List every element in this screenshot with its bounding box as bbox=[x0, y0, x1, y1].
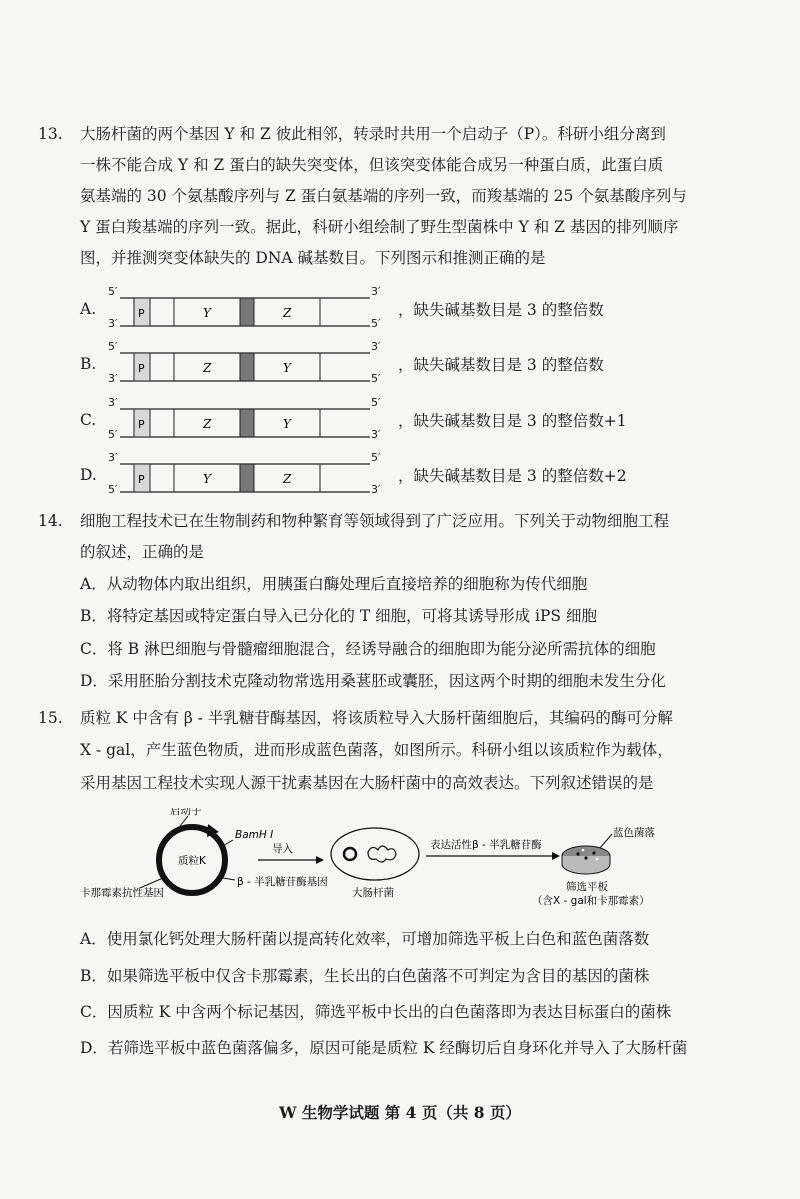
gene-map-row bbox=[120, 292, 380, 332]
express-arrow-head-icon bbox=[552, 852, 560, 860]
kan-gene-label: 卡那霉素抗性基因 bbox=[80, 887, 164, 899]
q13-line-4: Y 蛋白羧基端的序列一致。据此，科研小组绘制了野生型菌株中 Y 和 Z 基因的排列顺序 bbox=[80, 218, 679, 236]
blue-colony-label: 蓝色菌落 bbox=[613, 827, 655, 839]
q15-option-c: C．因质粒 K 中含两个标记基因，筛选平板中长出的白色菌落即为表达目标蛋白的菌株 bbox=[80, 1003, 672, 1021]
strand-end-top-right: 5′ bbox=[371, 451, 381, 464]
blue-colony-leader bbox=[600, 834, 612, 848]
q15-number: 15. bbox=[38, 709, 63, 727]
promoter-label: P bbox=[138, 362, 145, 375]
intergenic-box bbox=[240, 353, 254, 381]
q13-option-desc: ，缺失碱基数目是 3 的整倍数+2 bbox=[398, 467, 627, 485]
bamhi-label: BamH I bbox=[235, 829, 274, 841]
gene1-label: Y bbox=[203, 306, 211, 320]
q13-line-5: 图，并推测突变体缺失的 DNA 碱基数目。下列图示和推测正确的是 bbox=[80, 249, 546, 267]
strand-end-top-left: 3′ bbox=[108, 451, 118, 464]
gene-map-svg bbox=[120, 347, 380, 387]
plate-label: 筛选平板 bbox=[566, 881, 608, 893]
spacer-box bbox=[150, 353, 174, 381]
q13-line-2: 一株不能合成 Y 和 Z 蛋白的缺失突变体，但该突变体能合成另一种蛋白质，此蛋白质 bbox=[80, 156, 664, 174]
promoter-label: 启动子 bbox=[170, 808, 202, 817]
q14-option-a: A．从动物体内取出组织，用胰蛋白酶处理后直接培养的细胞称为传代细胞 bbox=[80, 575, 588, 593]
gene-map-row bbox=[120, 458, 380, 498]
strand-end-bottom-right: 5′ bbox=[371, 317, 381, 330]
spacer-box bbox=[150, 464, 174, 492]
q13-option-desc: ，缺失碱基数目是 3 的整倍数+1 bbox=[398, 412, 627, 430]
strand-end-top-left: 5′ bbox=[108, 340, 118, 353]
q13-option-label: A. bbox=[80, 300, 97, 318]
colony-dot bbox=[596, 858, 599, 861]
gene-map-svg bbox=[120, 292, 380, 332]
strand-end-top-right: 3′ bbox=[371, 285, 381, 298]
strand-end-bottom-left: 3′ bbox=[108, 372, 118, 385]
express-label: 表达活性β - 半乳糖苷酶 bbox=[430, 839, 542, 851]
strand-end-bottom-left: 3′ bbox=[108, 317, 118, 330]
plasmid-in-cell-icon bbox=[344, 848, 356, 860]
q13-option-label: B. bbox=[80, 355, 97, 373]
strand-end-top-right: 3′ bbox=[371, 340, 381, 353]
gene-map-row bbox=[120, 403, 380, 443]
gene1-label: Y bbox=[203, 472, 211, 486]
strand-end-top-left: 3′ bbox=[108, 396, 118, 409]
intergenic-box bbox=[240, 409, 254, 437]
gene1-label: Z bbox=[203, 417, 212, 431]
strand-end-bottom-left: 5′ bbox=[108, 483, 118, 496]
plasmid-transformation-diagram bbox=[80, 808, 740, 920]
q13-option-label: D. bbox=[80, 466, 97, 484]
import-arrow-head-icon bbox=[316, 856, 324, 864]
diagram-svg bbox=[80, 808, 740, 920]
q13-line-3: 氨基端的 30 个氨基酸序列与 Z 蛋白氨基端的序列一致，而羧基端的 25 个氨基酸序列与 bbox=[80, 187, 687, 205]
strand-end-top-left: 5′ bbox=[108, 285, 118, 298]
bacteria-label: 大肠杆菌 bbox=[352, 887, 394, 899]
gene-map-svg bbox=[120, 458, 380, 498]
q15-line-2: X - gal，产生蓝色物质，进而形成蓝色菌落，如图所示。科研小组以该质粒作为载体， bbox=[80, 741, 673, 759]
plate-note-label: （含X - gal和卡那霉素） bbox=[532, 895, 650, 907]
gene-map-svg bbox=[120, 403, 380, 443]
q14-option-c: C．将 B 淋巴细胞与骨髓瘤细胞混合，经诱导融合的细胞即为能分泌所需抗体的细胞 bbox=[80, 640, 656, 658]
colony-dot bbox=[582, 849, 585, 852]
colony-dot bbox=[584, 856, 587, 859]
gene2-label: Y bbox=[283, 361, 291, 375]
gene2-label: Z bbox=[283, 306, 292, 320]
q13-line-1: 大肠杆菌的两个基因 Y 和 Z 彼此相邻，转录时共用一个启动子（P）。科研小组分离到 bbox=[80, 125, 666, 143]
q14-option-b: B．将特定基因或特定蛋白导入已分化的 T 细胞，可将其诱导形成 iPS 细胞 bbox=[80, 607, 597, 625]
strand-end-bottom-right: 3′ bbox=[371, 428, 381, 441]
q13-option-desc: ，缺失碱基数目是 3 的整倍数 bbox=[398, 356, 604, 374]
chromosome-icon bbox=[368, 846, 396, 862]
gene1-label: Z bbox=[203, 361, 212, 375]
q15-option-b: B．如果筛选平板中仅含卡那霉素，生长出的白色菌落不可判定为含目的基因的菌株 bbox=[80, 967, 650, 985]
strand-end-top-right: 5′ bbox=[371, 396, 381, 409]
bamhi-leader bbox=[223, 840, 233, 846]
intergenic-box bbox=[240, 464, 254, 492]
q15-line-3: 采用基因工程技术实现人源干扰素基因在大肠杆菌中的高效表达。下列叙述错误的是 bbox=[80, 774, 654, 792]
q13-number: 13. bbox=[38, 125, 63, 143]
q14-line-1: 细胞工程技术已在生物制药和物种繁育等领域得到了广泛应用。下列关于动物细胞工程 bbox=[80, 512, 670, 530]
spacer-box bbox=[150, 409, 174, 437]
plasmid-label: 质粒K bbox=[178, 855, 206, 867]
colony-dot bbox=[576, 852, 579, 855]
spacer-box bbox=[150, 298, 174, 326]
q15-line-1: 质粒 K 中含有 β - 半乳糖苷酶基因，将该质粒导入大肠杆菌细胞后，其编码的酶可分解 bbox=[80, 709, 673, 727]
q14-option-d: D．采用胚胎分割技术克隆动物常选用桑葚胚或囊胚，因这两个时期的细胞未发生分化 bbox=[80, 672, 666, 690]
promoter-label: P bbox=[138, 307, 145, 320]
import-label: 导入 bbox=[272, 843, 293, 855]
gal-gene-label: β - 半乳糖苷酶基因 bbox=[237, 876, 328, 888]
gene-map-row bbox=[120, 347, 380, 387]
q15-option-d: D．若筛选平板中蓝色菌落偏多，原因可能是质粒 K 经酶切后自身环化并导入了大肠杆菌 bbox=[80, 1039, 688, 1057]
q15-option-a: A．使用氯化钙处理大肠杆菌以提高转化效率，可增加筛选平板上白色和蓝色菌落数 bbox=[80, 930, 650, 948]
q13-option-desc: ，缺失碱基数目是 3 的整倍数 bbox=[398, 301, 604, 319]
q14-line-2: 的叙述，正确的是 bbox=[80, 543, 205, 561]
q13-option-label: C. bbox=[80, 411, 97, 429]
colony-dot bbox=[592, 851, 595, 854]
strand-end-bottom-left: 5′ bbox=[108, 428, 118, 441]
gene2-label: Z bbox=[283, 472, 292, 486]
strand-end-bottom-right: 5′ bbox=[371, 372, 381, 385]
q14-number: 14. bbox=[38, 512, 63, 530]
page-footer: W 生物学试题 第 4 页（共 8 页） bbox=[279, 1103, 521, 1122]
gal-gene-leader bbox=[223, 878, 235, 880]
promoter-label: P bbox=[138, 473, 145, 486]
promoter-label: P bbox=[138, 418, 145, 431]
gene2-label: Y bbox=[283, 417, 291, 431]
strand-end-bottom-right: 3′ bbox=[371, 483, 381, 496]
intergenic-box bbox=[240, 298, 254, 326]
